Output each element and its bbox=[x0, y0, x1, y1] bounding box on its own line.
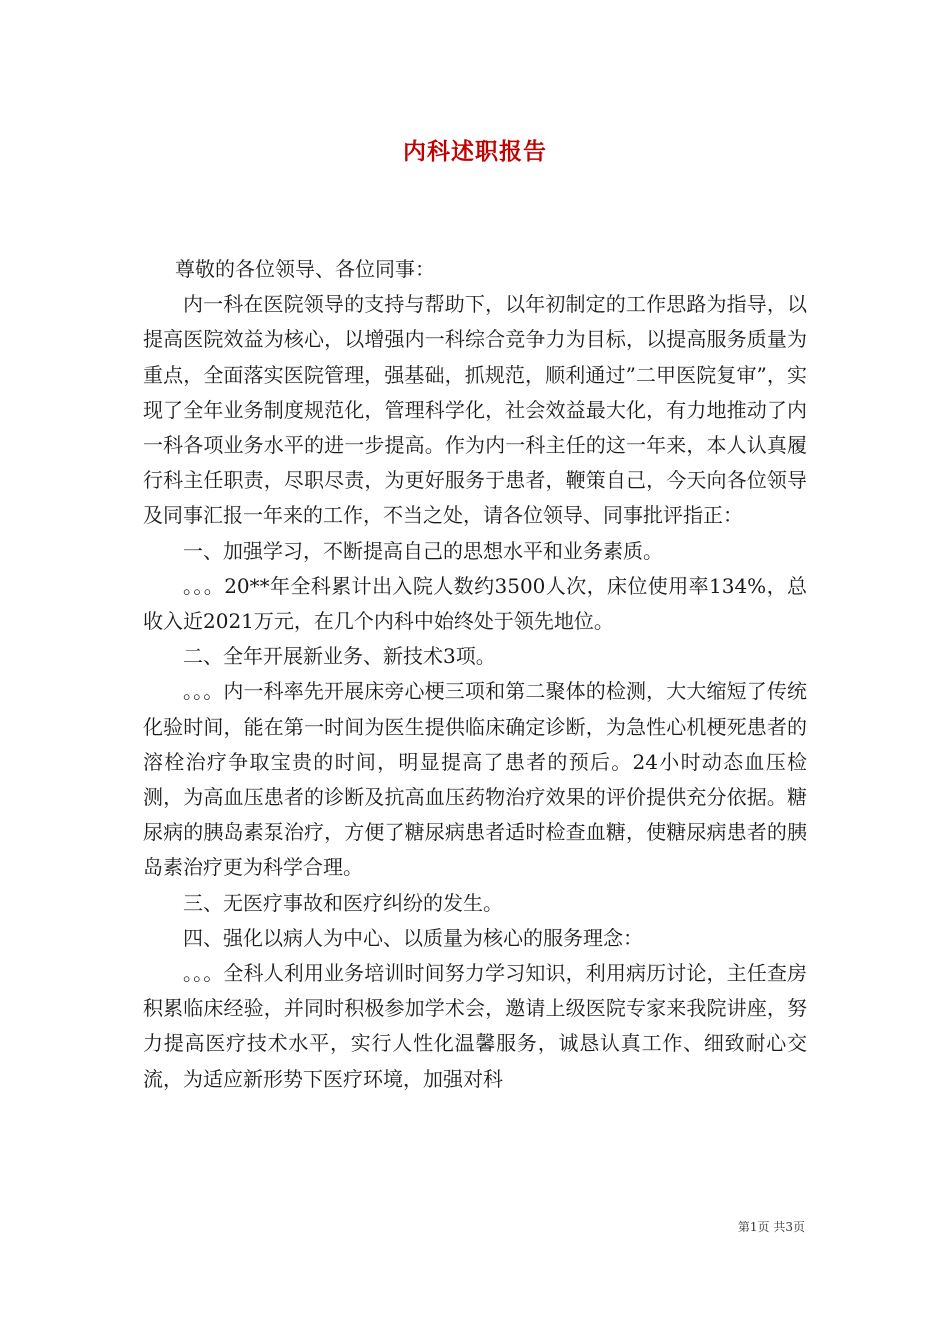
paragraph-intro: 内一科在医院领导的支持与帮助下，以年初制定的工作思路为指导，以提高医院效益为核心，以增强内一科综合竞争力为目标，以提高服务质量为重点，全面落实医院管理，强基础，抓规范，顺利通过”二甲医院复审”，实现了全年业务制度规范化，管理科学化，社会效益最大化，有力地推动了内一科各项业务水平的进一步提高。作为内一科主任的这一年来，本人认真履行科主任职责，尽职尽责，为更好服务于患者，鞭策自己，今天向各位领导及同事汇报一年来的工作，不当之处，请各位领导、同事批评指正： bbox=[143, 292, 807, 528]
document-body bbox=[143, 252, 807, 1097]
heading-section-3: 三、无医疗事故和医疗纠纷的发生。 bbox=[183, 890, 503, 915]
paragraph-section-2: 。。。内一科率先开展床旁心梗三项和第二聚体的检测，大大缩短了传统化验时间，能在第一时间为医生提供临床确定诊断，为急性心机梗死患者的溶栓治疗争取宝贵的时间，明显提高了患者的预后。24小时动态血压检测，为高血压患者的诊断及抗高血压药物治疗效果的评价提供充分依据。糖尿病的胰岛素泵治疗，方便了糖尿病患者适时检查血糖，使糖尿病患者的胰岛素治疗更为科学合理。 bbox=[143, 679, 807, 880]
paragraph-section-1: 。。。20**年全科累计出入院人数约3500人次，床位使用率134%，总收入近2021万元，在几个内科中始终处于领先地位。 bbox=[143, 573, 807, 634]
heading-section-2: 二、全年开展新业务、新技术3项。 bbox=[183, 644, 496, 669]
heading-section-4: 四、强化以病人为中心、以质量为核心的服务理念： bbox=[183, 925, 643, 950]
document-title: 内科述职报告 bbox=[403, 138, 547, 165]
heading-section-1: 一、加强学习，不断提高自己的思想水平和业务素质。 bbox=[183, 538, 663, 563]
page-number: 第1页 共3页 bbox=[737, 1220, 805, 1234]
paragraph-section-4: 。。。全科人利用业务培训时间努力学习知识，利用病历讨论，主任查房积累临床经验，并同时积极参加学术会，邀请上级医院专家来我院讲座，努力提高医疗技术水平，实行人性化温馨服务，诚恳认真工作、细致耐心交流，为适应新形势下医疗环境，加强对科 bbox=[143, 961, 807, 1091]
greeting-line: 尊敬的各位领导、各位同事： bbox=[175, 257, 435, 281]
